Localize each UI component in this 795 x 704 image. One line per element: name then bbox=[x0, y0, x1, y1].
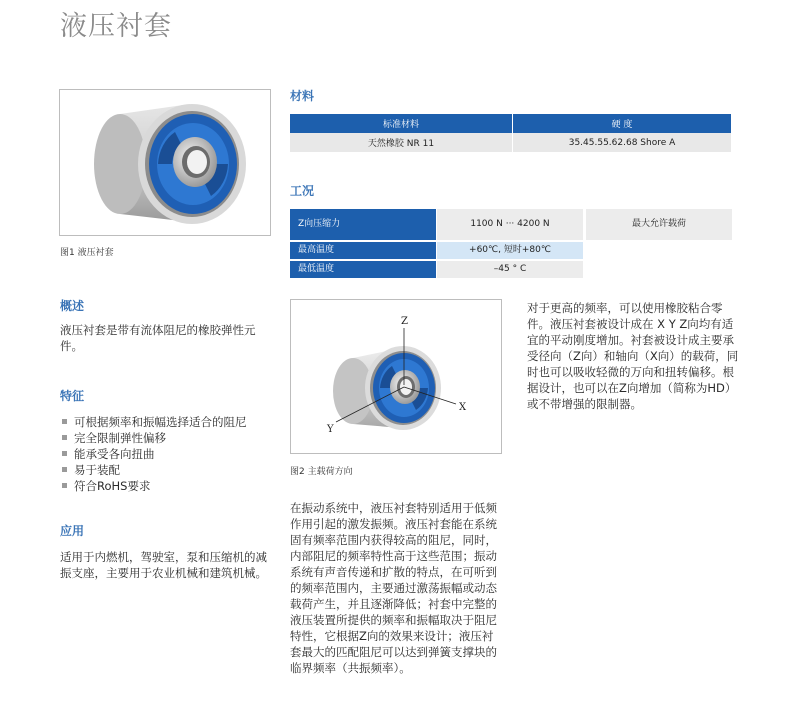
conditions-label-min-temp: 最低温度 bbox=[290, 261, 436, 278]
feature-item: 完全限制弹性偏移 bbox=[60, 430, 275, 446]
page-title: 液压衬套 bbox=[60, 11, 172, 42]
application-heading: 应用 bbox=[60, 524, 85, 538]
conditions-table bbox=[290, 209, 732, 279]
features-heading: 特征 bbox=[60, 389, 85, 403]
overview-text: 液压衬套是带有流体阻尼的橡胶弹性元件。 bbox=[60, 323, 256, 353]
middle-description-text: 在振动系统中，液压衬套特别适用于低频作用引起的激发振频。液压衬套能在系统固有频率范围内获得较高的阻尼，同时，内部阻尼的频率特性高于这些范围；振动系统有声音传递和扩散的特点，在可听到的频率范围内，主要通过激荡振幅或动态载荷产生，并且逐渐降低；衬套中完整的液压装置所提供的频率和振幅取决于阻尼特性，它根据Z向的效果来设计；液压衬套最大的匹配阻尼可以达到弹簧支撑块的临界频率（共振频率）。 bbox=[290, 501, 497, 675]
figure-1-bushing-image bbox=[59, 89, 271, 236]
materials-header-hardness: 硬 度 bbox=[513, 114, 732, 133]
feature-item: 符合RoHS要求 bbox=[60, 478, 275, 494]
right-description-text: 对于更高的频率，可以使用橡胶粘合零件。液压衬套被设计成在 X Y Z向均有适宜的平动刚度增加。衬套被设计成主要承受径向（Z向）和轴向（X向）的载荷，同时也可以吸收轻微的万向和扭转偏移。根据设计，也可以在Z向增加（简称为HD）或不带增强的限制器。 bbox=[527, 301, 739, 411]
figure-1-caption: 图1 液压衬套 bbox=[60, 248, 114, 258]
feature-item: 能承受各向扭曲 bbox=[60, 446, 275, 462]
feature-item: 可根据频率和振幅选择适合的阻尼 bbox=[60, 414, 275, 430]
features-list bbox=[60, 414, 275, 494]
materials-heading: 材料 bbox=[290, 89, 315, 103]
axis-y-label: Y bbox=[327, 424, 334, 435]
axis-x-label: X bbox=[459, 402, 467, 413]
materials-cell-hardness: 35.45.55.62.68 Shore A bbox=[513, 133, 732, 152]
materials-header-standard: 标准材料 bbox=[290, 114, 513, 133]
application-text: 适用于内燃机，驾驶室，泵和压缩机的减振支座，主要用于农业机械和建筑机械。 bbox=[60, 550, 267, 580]
figure-2-caption: 图2 主载荷方向 bbox=[290, 467, 353, 477]
conditions-note-max-load: 最大允许载荷 bbox=[586, 209, 732, 240]
conditions-label-z-force: Z向压缩力 bbox=[290, 209, 436, 240]
conditions-label-max-temp: 最高温度 bbox=[290, 242, 436, 259]
materials-table bbox=[290, 114, 732, 152]
figure-2-load-direction-image bbox=[290, 299, 502, 454]
overview-heading: 概述 bbox=[60, 299, 85, 313]
axis-z-label: Z bbox=[401, 316, 408, 327]
feature-item: 易于装配 bbox=[60, 462, 275, 478]
materials-cell-material: 天然橡胶 NR 11 bbox=[290, 133, 513, 152]
conditions-value-z-force: 1100 N ··· 4200 N bbox=[437, 209, 583, 240]
conditions-value-max-temp: +60℃, 短时+80℃ bbox=[437, 242, 583, 259]
conditions-value-min-temp: –45 ° C bbox=[437, 261, 583, 278]
conditions-heading: 工况 bbox=[290, 184, 315, 198]
